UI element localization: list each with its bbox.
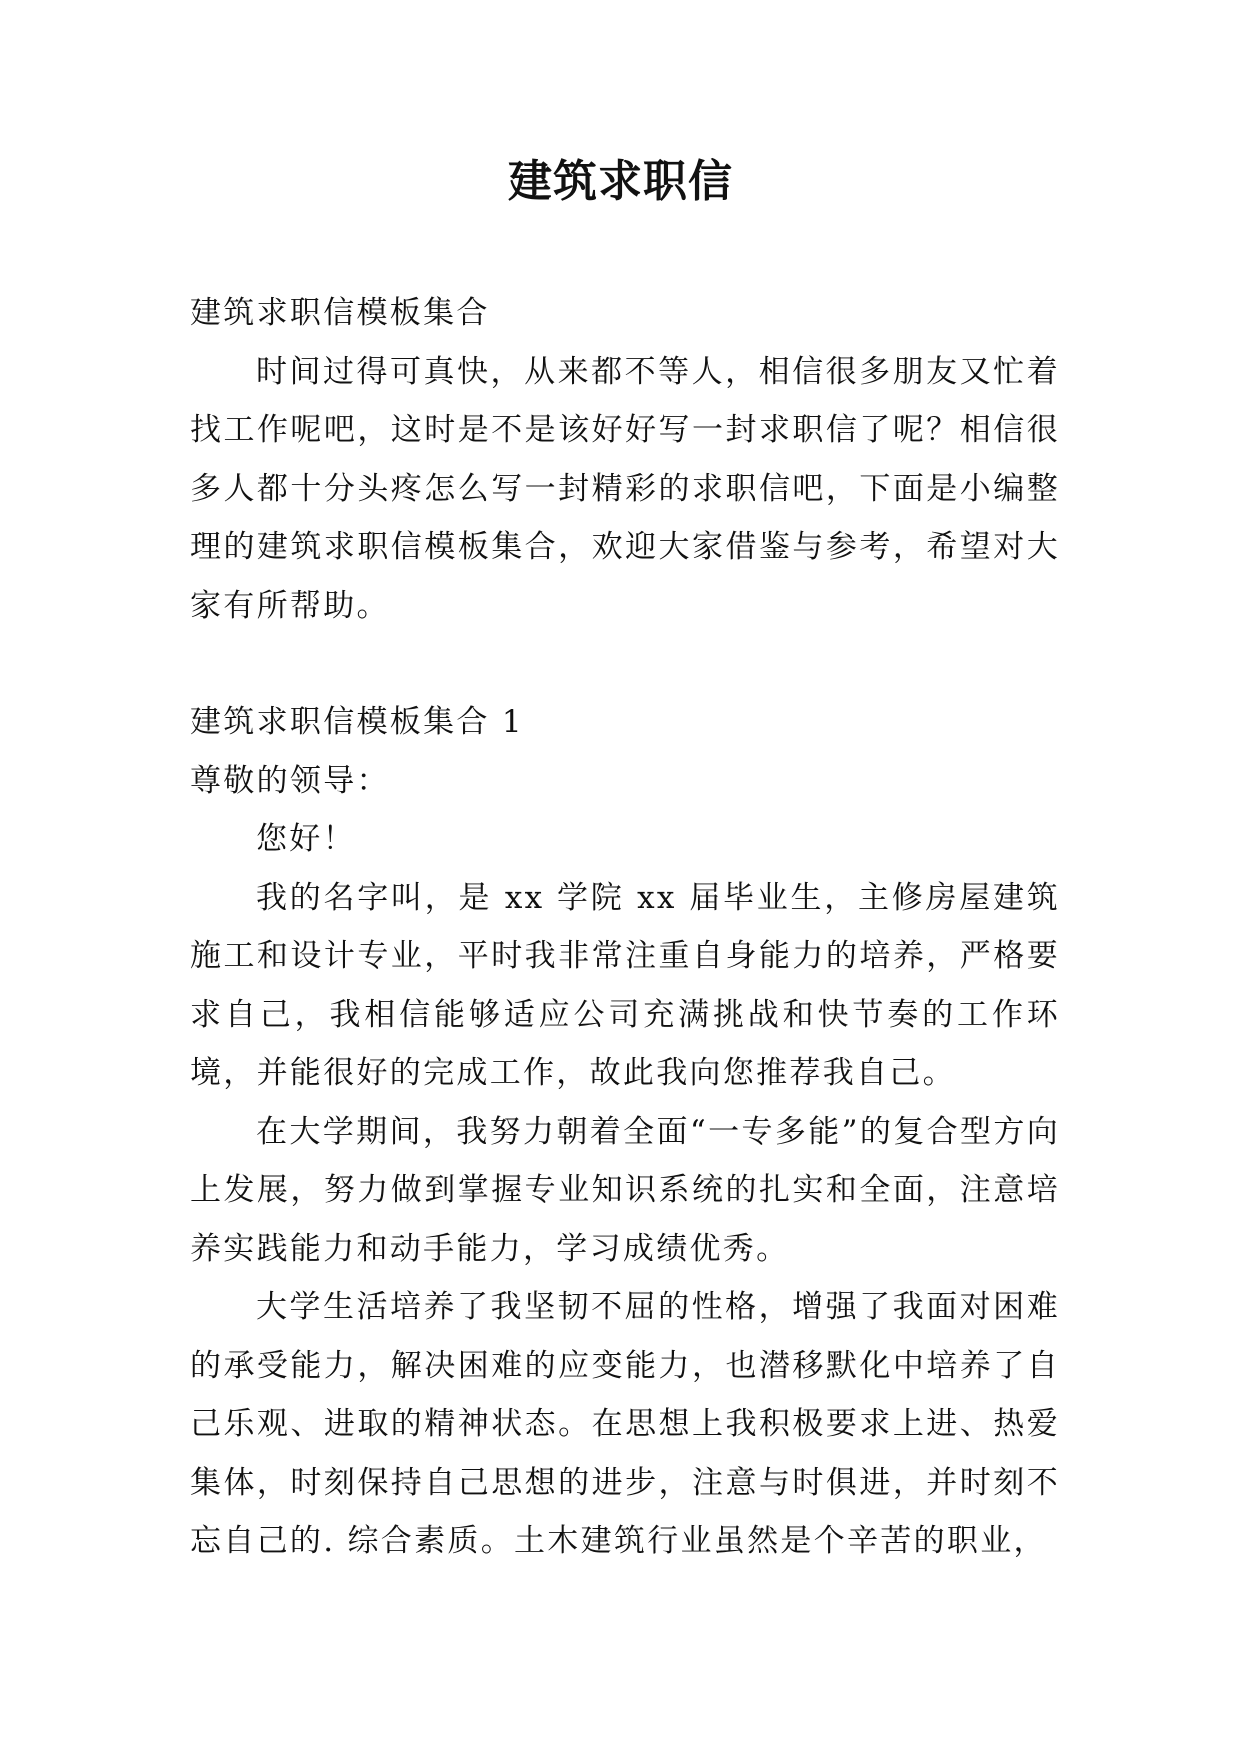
section-heading: 建筑求职信模板集合 1 [190, 704, 524, 740]
document-title: 建筑求职信 [508, 156, 733, 207]
document-body [190, 284, 1060, 1571]
section-spacer [190, 635, 1060, 693]
greeting: 您好！ [256, 821, 356, 857]
intro-paragraph: 时间过得可真快，从来都不等人，相信很多朋友又忙着找工作呢吧，这时是不是该好好写一封求职信了呢？相信很多人都十分头疼怎么写一封精彩的求职信吧，下面是小编整理的建筑求职信模板集合，欢迎大家借鉴与参考，希望对大家有所帮助。 [190, 353, 1060, 624]
body-paragraph: 我的名字叫，是 xx 学院 xx 届毕业生，主修房屋建筑施工和设计专业，平时我非常注重自身能力的培养，严格要求自己，我相信能够适应公司充满挑战和快节奏的工作环境，并能很好的完成工作，故此我向您推荐我自己。 [190, 879, 1060, 1091]
body-paragraph: 在大学期间，我努力朝着全面“一专多能”的复合型方向上发展，努力做到掌握专业知识系统的扎实和全面，注意培养实践能力和动手能力，学习成绩优秀。 [190, 1113, 1060, 1267]
body-paragraph: 大学生活培养了我坚韧不屈的性格，增强了我面对困难的承受能力，解决困难的应变能力，也潜移默化中培养了自己乐观、进取的精神状态。在思想上我积极要求上进、热爱集体，时刻保持自己思想的进步，注意与时俱进，并时刻不忘自己的. 综合素质。土木建筑行业虽然是个辛苦的职业， [190, 1289, 1060, 1559]
salutation: 尊敬的领导： [190, 762, 390, 799]
document-subtitle: 建筑求职信模板集合 [190, 295, 490, 331]
